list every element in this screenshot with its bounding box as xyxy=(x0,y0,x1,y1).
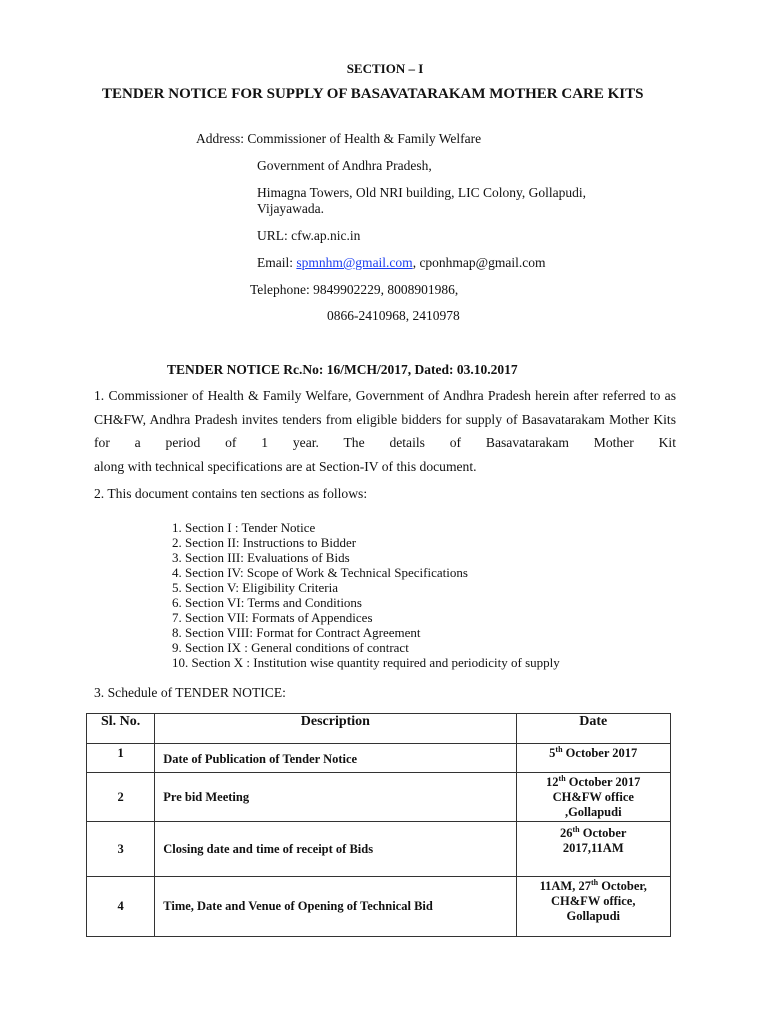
row-date: 26th October 2017,11AM xyxy=(516,822,671,877)
section-list-item: 4. Section IV: Scope of Work & Technical Specifications xyxy=(172,565,468,580)
row-sl-no: 4 xyxy=(87,877,155,937)
url-line: URL: cfw.ap.nic.in xyxy=(257,228,361,243)
row-description: Time, Date and Venue of Opening of Technical Bid xyxy=(155,877,516,937)
row-date: 5th October 2017 xyxy=(516,744,671,773)
row-sl-no: 3 xyxy=(87,822,155,877)
notice-reference: TENDER NOTICE Rc.No: 16/MCH/2017, Dated: 03.10.2017 xyxy=(167,362,518,377)
row-sl-no: 1 xyxy=(87,744,155,773)
email-link[interactable]: spmnhm@gmail.com xyxy=(296,255,413,270)
section-list-item: 3. Section III: Evaluations of Bids xyxy=(172,550,350,565)
section-list-item: 6. Section VI: Terms and Conditions xyxy=(172,595,362,610)
email-secondary: , cponhmap@gmail.com xyxy=(412,255,546,270)
table-row xyxy=(87,773,671,822)
address-line-1: Commissioner of Health & Family Welfare xyxy=(247,131,482,146)
row-sl-no: 2 xyxy=(87,773,155,822)
row-description: Closing date and time of receipt of Bids xyxy=(155,822,516,877)
schedule-table xyxy=(86,713,671,937)
document-title: TENDER NOTICE FOR SUPPLY OF BASAVATARAKAM MOTHER CARE KITS xyxy=(102,86,644,102)
section-list-item: 1. Section I : Tender Notice xyxy=(172,520,316,535)
section-list-item: 8. Section VIII: Format for Contract Agreement xyxy=(172,625,421,640)
section-list-item: 9. Section IX : General conditions of contract xyxy=(172,640,409,655)
section-list-item: 7. Section VII: Formats of Appendices xyxy=(172,610,373,625)
paragraph-1-body: 1. Commissioner of Health & Family Welfare, Government of Andhra Pradesh herein after referred to as CH&FW, Andhra Pradesh invites tenders from eligible bidders for supply of Basavatarakam Mother Kits for a period of 1 year. The details of Basavatarakam Mother Kit xyxy=(94,388,676,451)
telephone-line-1: Telephone: 9849902229, 8008901986, xyxy=(250,282,459,297)
section-list-item: 10. Section X : Institution wise quantity required and periodicity of supply xyxy=(172,655,560,670)
paragraph-1 xyxy=(94,384,676,479)
section-list-item: 2. Section II: Instructions to Bidder xyxy=(172,535,357,550)
paragraph-2: 2. This document contains ten sections as follows: xyxy=(94,486,368,501)
email-label: Email: xyxy=(257,255,293,270)
table-header-row xyxy=(87,714,671,744)
header-date: Date xyxy=(516,714,671,744)
table-row xyxy=(87,822,671,877)
paragraph-3: 3. Schedule of TENDER NOTICE: xyxy=(94,685,286,700)
table-row xyxy=(87,744,671,773)
section-list xyxy=(172,520,560,670)
section-heading: SECTION – I xyxy=(346,61,424,76)
header-sl-no: Sl. No. xyxy=(87,714,155,744)
address-line-3b: Vijayawada. xyxy=(257,201,325,216)
row-date: 11AM, 27th October, CH&FW office, Gollapudi xyxy=(516,877,671,937)
paragraph-1-last-line: along with technical specifications are at Section-IV of this document. xyxy=(94,459,477,475)
section-list-item: 5. Section V: Eligibility Criteria xyxy=(172,580,338,595)
row-description: Pre bid Meeting xyxy=(155,773,516,822)
row-description: Date of Publication of Tender Notice xyxy=(155,744,516,773)
address-label: Address: xyxy=(196,131,244,146)
table-row xyxy=(87,877,671,937)
telephone-line-2: 0866-2410968, 2410978 xyxy=(327,308,460,323)
address-line-3a: Himagna Towers, Old NRI building, LIC Colony, Gollapudi, xyxy=(257,185,587,200)
row-date: 12th October 2017 CH&FW office ,Gollapudi xyxy=(516,773,671,822)
address-line-2: Government of Andhra Pradesh, xyxy=(257,158,432,173)
email-line xyxy=(257,255,545,271)
header-description: Description xyxy=(155,714,516,744)
